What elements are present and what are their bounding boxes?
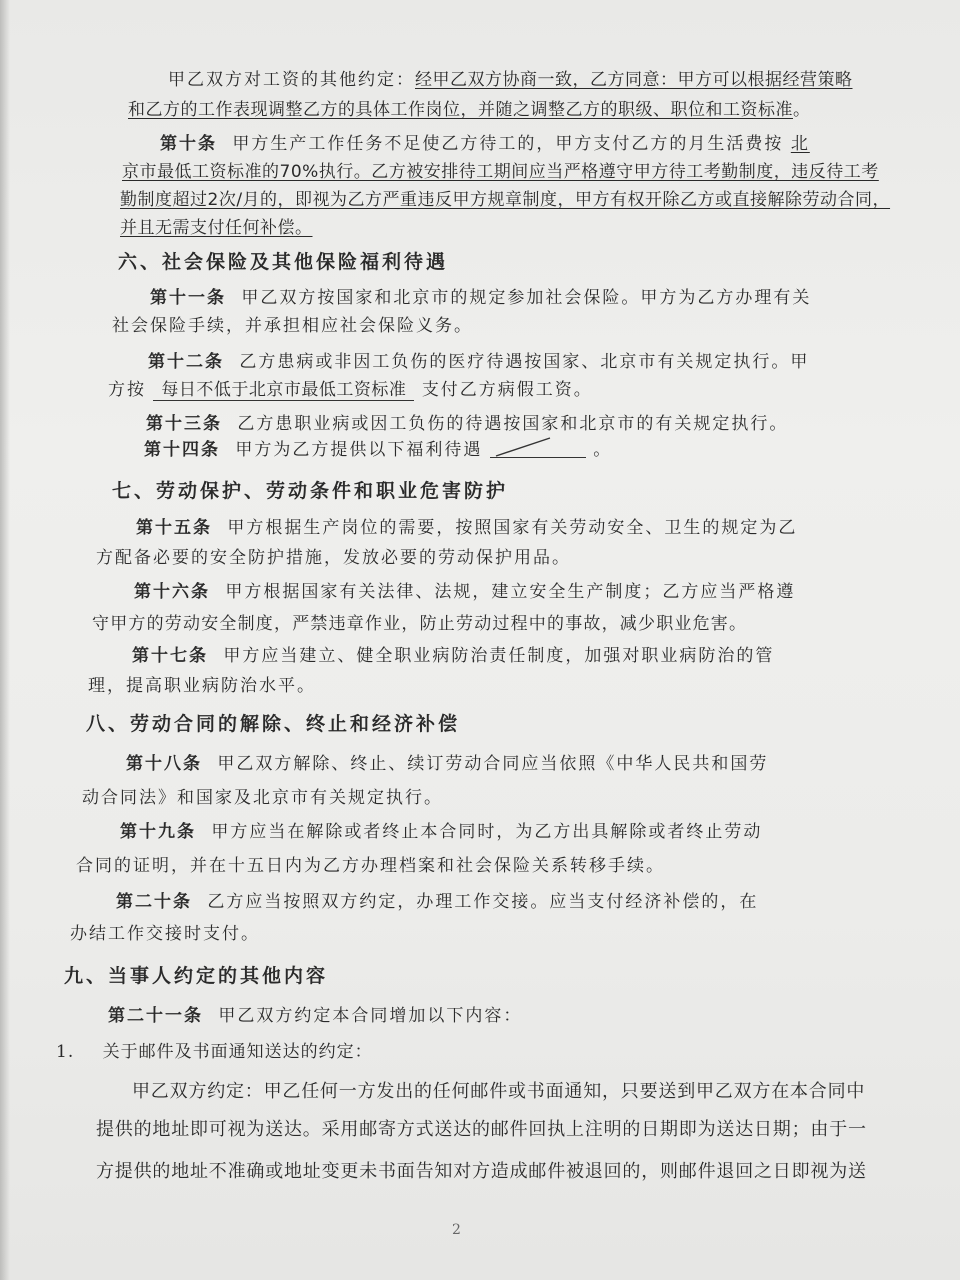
article-20-label: 第二十条	[116, 892, 192, 912]
article-18-label: 第十八条	[126, 754, 202, 774]
article-11	[150, 286, 811, 310]
article-17-text: 甲方应当建立、健全职业病防治责任制度，加强对职业病防治的管	[223, 646, 775, 666]
section-8-heading: 八、劳动合同的解除、终止和经济补偿	[86, 713, 461, 735]
article-15-text: 甲方根据生产岗位的需要，按照国家有关劳动安全、卫生的规定为乙	[227, 518, 798, 538]
wage-agreement-line-1	[168, 68, 853, 92]
item-1-title: 关于邮件及书面通知送达的约定：	[102, 1042, 373, 1062]
article-15-label: 第十五条	[136, 518, 212, 538]
section-7-heading: 七、劳动保护、劳动条件和职业危害防护	[112, 480, 509, 502]
article-16	[134, 580, 795, 604]
section-9-heading: 九、当事人约定的其他内容	[64, 965, 329, 987]
article-10-line-2	[122, 160, 879, 184]
article-11-text: 甲乙双方按国家和北京市的规定参加社会保险。甲方为乙方办理有关	[241, 288, 812, 308]
article-21-text: 甲乙双方约定本合同增加以下内容：	[218, 1006, 523, 1026]
article-10-label: 第十条	[160, 134, 217, 154]
article-21	[108, 1004, 522, 1028]
article-14-text: 甲方为乙方提供以下福利待遇	[235, 440, 483, 460]
article-12-cont-end: 支付乙方病假工资。	[421, 380, 593, 400]
article-12	[148, 350, 809, 374]
article-10-line-3	[120, 188, 890, 212]
article-19	[120, 820, 762, 844]
article-15	[136, 516, 797, 540]
article-19-text: 甲方应当在解除或者终止本合同时，为乙方出具解除或者终止劳动	[211, 822, 763, 842]
item-1-para-line-2: 提供的地址即可视为送达。采用邮寄方式送达的邮件回执上注明的日期即为送达日期；由于一	[96, 1119, 867, 1140]
item-1-para-line-1: 甲乙双方约定：甲乙任何一方发出的任何邮件或书面通知，只要送到甲乙双方在本合同中	[132, 1081, 866, 1102]
article-16-cont: 守甲方的劳动安全制度，严禁违章作业，防止劳动过程中的事故，减少职业危害。	[92, 614, 748, 634]
article-18	[126, 752, 768, 776]
article-17-label: 第十七条	[132, 646, 208, 666]
article-12-fill: 每日不低于北京市最低工资标准	[153, 380, 414, 401]
article-17-cont: 理，提高职业病防治水平。	[88, 676, 316, 696]
article-20-cont: 办结工作交接时支付。	[70, 924, 260, 944]
article-13-text: 乙方患职业病或因工负伤的待遇按国家和北京市的有关规定执行。	[237, 414, 789, 434]
article-10-text: 甲方生产工作任务不足使乙方待工的，甲方支付乙方的月生活费按	[232, 134, 784, 154]
article-16-text: 甲方根据国家有关法律、法规，建立安全生产制度；乙方应当严格遵	[225, 582, 796, 602]
article-14-label: 第十四条	[144, 440, 220, 460]
wage-agreement-line-2	[128, 98, 812, 122]
page-number: 2	[452, 1222, 461, 1238]
article-12-cont	[108, 378, 593, 402]
article-10-line-4	[120, 216, 313, 240]
article-11-label: 第十一条	[150, 288, 226, 308]
article-14-end: 。	[593, 440, 613, 460]
article-15-cont: 方配备必要的安全防护措施，发放必要的劳动保护用品。	[96, 548, 571, 568]
section-6-heading: 六、社会保险及其他保险福利待遇	[118, 251, 449, 273]
article-18-cont: 动合同法》和国家及北京市有关规定执行。	[82, 788, 443, 808]
article-14	[144, 438, 612, 462]
article-19-cont: 合同的证明，并在十五日内为乙方办理档案和社会保险关系转移手续。	[76, 856, 665, 876]
wage-agreement-end: 。	[793, 100, 812, 120]
article-20-text: 乙方应当按照双方约定，办理工作交接。应当支付经济补偿的，在	[207, 892, 759, 912]
article-21-label: 第二十一条	[108, 1006, 203, 1026]
article-14-blank-struck	[490, 439, 586, 458]
article-10-fill-2: 京市最低工资标准的70%执行。乙方被安排待工期间应当严格遵守甲方待工考勤制度，违反待工考	[122, 162, 879, 182]
item-1-para-line-3: 方提供的地址不准确或地址变更未书面告知对方造成邮件被退回的，则邮件退回之日即视为送	[96, 1161, 867, 1182]
strike-slash-icon	[490, 435, 586, 459]
article-10-fill-4: 并且无需支付任何补偿。	[120, 218, 313, 238]
item-1	[56, 1040, 373, 1064]
wage-agreement-fill-cont: 和乙方的工作表现调整乙方的具体工作岗位，并随之调整乙方的职级、职位和工资标准	[128, 100, 793, 120]
article-19-label: 第十九条	[120, 822, 196, 842]
article-10-fill-3: 勤制度超过2次/月的，即视为乙方严重违反甲方规章制度，甲方有权开除乙方或直接解除劳动合同，	[120, 190, 891, 210]
article-12-cont-start: 方按	[108, 380, 146, 400]
article-20	[116, 890, 758, 914]
article-17	[132, 644, 774, 668]
article-12-label: 第十二条	[148, 352, 224, 372]
article-10-fill: 北	[790, 134, 810, 154]
wage-agreement-fill: 经甲乙双方协商一致，乙方同意：甲方可以根据经营策略	[415, 70, 853, 90]
article-10	[160, 132, 810, 156]
article-13	[146, 412, 788, 436]
wage-agreement-label: 甲乙双方对工资的其他约定：	[168, 70, 415, 90]
item-1-number: 1.	[56, 1042, 75, 1062]
article-12-text: 乙方患病或非因工负伤的医疗待遇按国家、北京市有关规定执行。甲	[239, 352, 810, 372]
article-16-label: 第十六条	[134, 582, 210, 602]
article-18-text: 甲乙双方解除、终止、续订劳动合同应当依照《中华人民共和国劳	[217, 754, 769, 774]
page-edge-shadow	[0, 0, 10, 1280]
article-11-cont: 社会保险手续，并承担相应社会保险义务。	[112, 316, 473, 336]
article-13-label: 第十三条	[146, 414, 222, 434]
